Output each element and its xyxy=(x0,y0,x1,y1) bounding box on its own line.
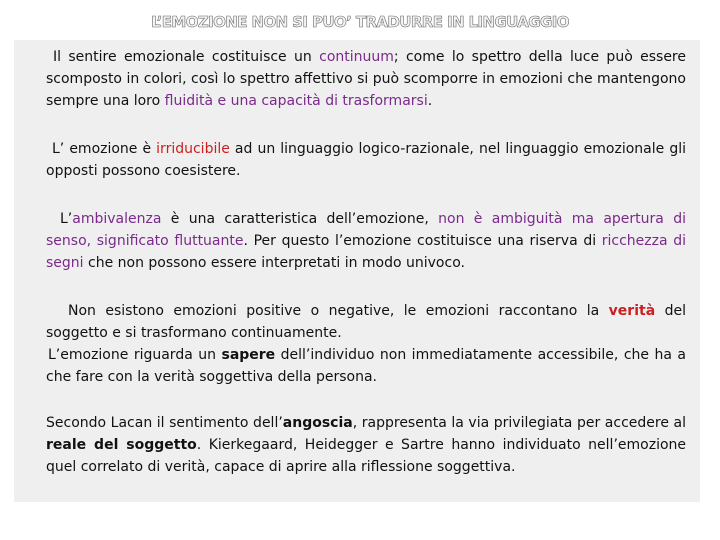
text-segment: Il sentire emozionale costituisce un xyxy=(53,49,320,65)
content-panel xyxy=(14,40,700,502)
paragraph-irriducibile xyxy=(46,138,686,182)
highlight-continuum: continuum xyxy=(319,49,394,65)
paragraph-ambivalenza xyxy=(46,208,686,274)
text-segment: è una caratteristica dell’emozione, xyxy=(161,211,439,227)
highlight-irriducibile: irriducibile xyxy=(156,141,230,157)
text-segment: Secondo Lacan il sentimento dell’ xyxy=(46,415,283,431)
text-segment: ; come lo spettro della luce può essere scomposto in colori, così lo spettro affettivo si può scomporre in emozioni che mantengono sempre una loro xyxy=(46,49,686,109)
text-segment: Non esistono emozioni positive o negative, le emozioni raccontano la xyxy=(68,303,609,319)
highlight-ricchezza-di-segni: ricchezza di segni xyxy=(46,233,687,271)
slide-title: L’EMOZIONE NON SI PUO’ TRADURRE IN LINGUAGGIO xyxy=(151,13,569,31)
text-segment: L’ xyxy=(60,211,73,227)
paragraph-verita xyxy=(46,300,686,344)
highlight-fluidity: fluidità e una capacità di trasformarsi xyxy=(164,93,428,109)
text-segment: del soggetto e si trasformano continuamente. xyxy=(46,303,686,341)
highlight-sapere: sapere xyxy=(221,347,276,363)
text-segment: . Per questo l’emozione costituisce una riserva di xyxy=(243,233,602,249)
text-segment: ad un linguaggio logico-razionale, nel linguaggio emozionale gli opposti possono coesistere. xyxy=(46,141,686,179)
highlight-reale-del-soggetto: reale del soggetto xyxy=(46,437,197,453)
paragraph-continuum xyxy=(46,46,686,112)
text-segment: L’ emozione è xyxy=(52,141,157,157)
text-segment: . xyxy=(427,93,433,109)
highlight-apertura-di-senso: non è ambiguità ma apertura di senso, significato fluttuante xyxy=(46,211,686,249)
text-segment: che non possono essere interpretati in modo univoco. xyxy=(83,255,465,271)
text-segment: dell’individuo non immediatamente accessibile, che ha a che fare con la verità soggettiva della persona. xyxy=(46,347,686,385)
highlight-ambivalenza: ambivalenza xyxy=(72,211,162,227)
paragraph-lacan xyxy=(46,412,686,478)
highlight-verita: verità xyxy=(608,303,656,319)
text-segment: . Kierkegaard, Heidegger e Sartre hanno individuato nell’emozione quel correlato di verità, capace di aprire alla riflessione soggettiva. xyxy=(46,437,687,475)
text-segment: , rappresenta la via privilegiata per accedere al xyxy=(352,415,686,431)
highlight-angoscia: angoscia xyxy=(282,415,353,431)
text-segment: L’emozione riguarda un xyxy=(48,347,222,363)
paragraph-sapere xyxy=(46,344,686,388)
